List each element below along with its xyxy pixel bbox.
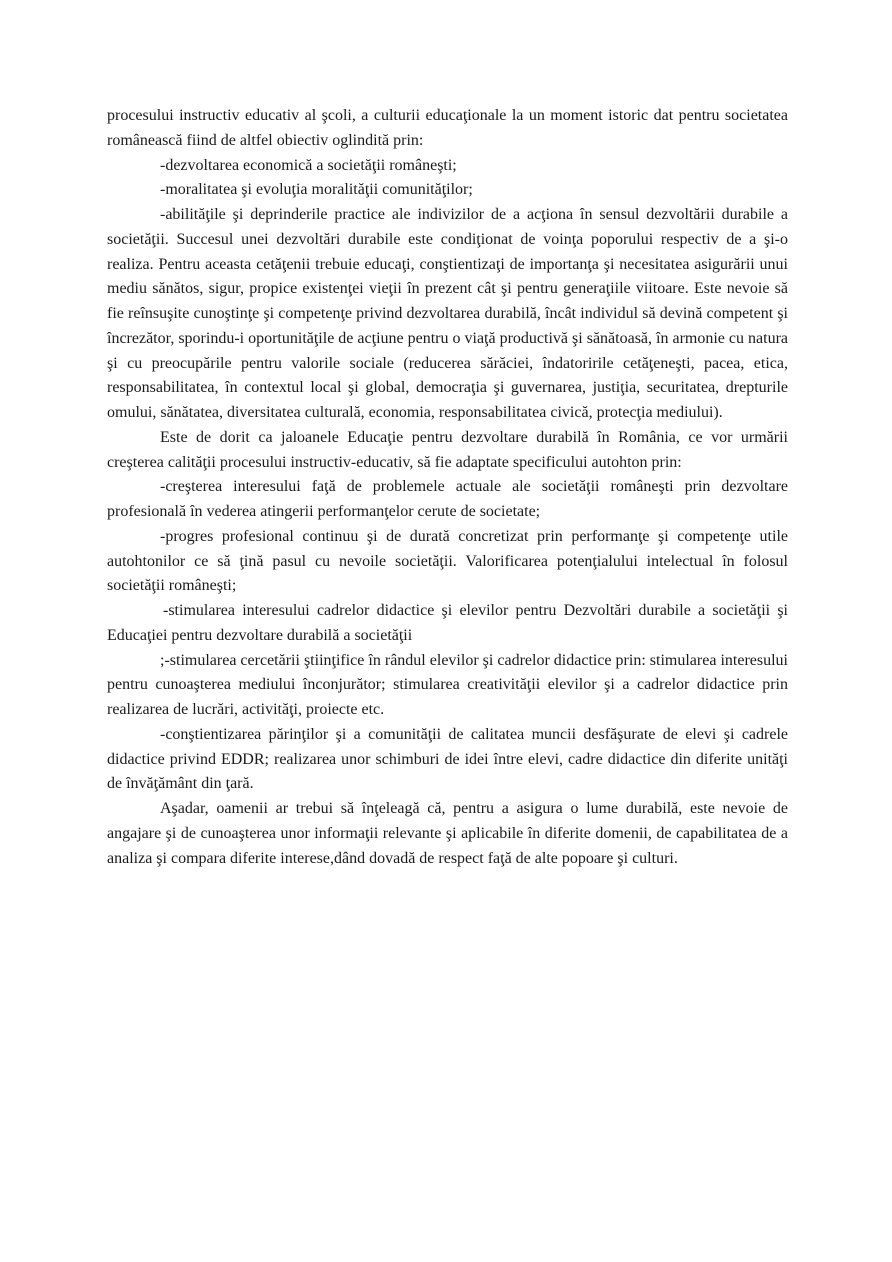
list-item-morality: -moralitatea şi evoluţia moralităţii comunităţilor; xyxy=(160,181,473,199)
list-item-professional-progress: -progres profesional continuu şi de durată concretizat prin performanţe şi competenţe utile autohtonilor ce să ţină pasul cu nevoile societăţii. Valorificarea potenţialului intelectual în folosul societăţii româneşti; xyxy=(107,527,788,595)
list-item-interest-growth: -creşterea interesului faţă de problemele actuale ale societăţii româneşti prin dezvoltare profesională în vederea atingerii performanţelor cerute de societate; xyxy=(107,478,788,520)
paragraph-conclusion: Aşadar, oamenii ar trebui să înţeleagă că, pentru a asigura o lume durabilă, este nevoie de angajare şi de cunoaşterea unor informaţii relevante şi aplicabile în diferite domenii, de capabilitatea de a analiza şi compara diferite interese,dând dovadă de respect faţă de alte popoare şi culturi. xyxy=(107,800,788,867)
document-body xyxy=(107,104,788,871)
list-item-parent-awareness: -conştientizarea părinţilor şi a comunităţii de calitatea muncii desfăşurate de elevi şi cadrele didactice privind EDDR; realizarea unor schimburi de idei între elevi, cadre didactice din diferite unităţi de învăţământ din ţară. xyxy=(107,725,788,793)
list-item-scientific-research: ;-stimularea cercetării ştiinţifice în rândul elevilor şi cadrelor didactice prin: stimularea interesului pentru cunoaşterea mediului înconjurător; stimularea creativităţii elevilor şi a cadrelor didactice prin realizarea de lucrări, activităţi, proiecte etc. xyxy=(107,651,788,718)
list-item-economic-development: -dezvoltarea economică a societăţii româneşti; xyxy=(160,156,457,174)
paragraph-intro-continuation: procesului instructiv educativ al şcoli, a culturii educaţionale la un moment istoric dat pentru societatea românească fiind de altfel obiectiv oglindită prin: xyxy=(107,107,788,149)
paragraph-eddr-milestones: Este de dorit ca jaloanele Educaţie pentru dezvoltare durabilă în România, ce vor urmării creşterea calităţii procesului instructiv-educativ, să fie adaptate specificului autohton prin: xyxy=(107,428,788,471)
list-item-practical-skills: -abilităţile şi deprinderile practice ale indivizilor de a acţiona în sensul dezvoltării durabile a societăţii. Succesul unei dezvoltări durabile este condiţionat de voinţa poporului respectiv de a şi-o realiza. Pentru aceasta cetăţenii trebuie educaţi, conştientizaţi de importanţa şi necesitatea asigurării unui mediu sănătos, sigur, propice existenţei vieţii în prezent cât şi pentru generaţiile viitoare. Este nevoie să fie reînsuşite cunoştinţe şi competenţe privind dezvoltarea durabilă, încât individul să devină competent şi încrezător, sporindu-i oportunităţile de acţiune pentru o viaţă productivă şi sănătoasă, în armonie cu natura şi cu preocupările pentru valorile sociale (reducerea sărăciei, îndatoririle cetăţeneşti, pacea, etica, responsabilitatea, în contextul local şi global, democraţia şi guvernarea, justiţia, securitatea, drepturile omului, sănătatea, diversitatea culturală, economia, responsabilitatea civică, protecţia mediului). xyxy=(107,206,788,421)
list-item-stimulating-interest: -stimularea interesului cadrelor didactice şi elevilor pentru Dezvoltări durabile a societăţii şi Educaţiei pentru dezvoltare durabilă a societăţii xyxy=(107,602,788,644)
